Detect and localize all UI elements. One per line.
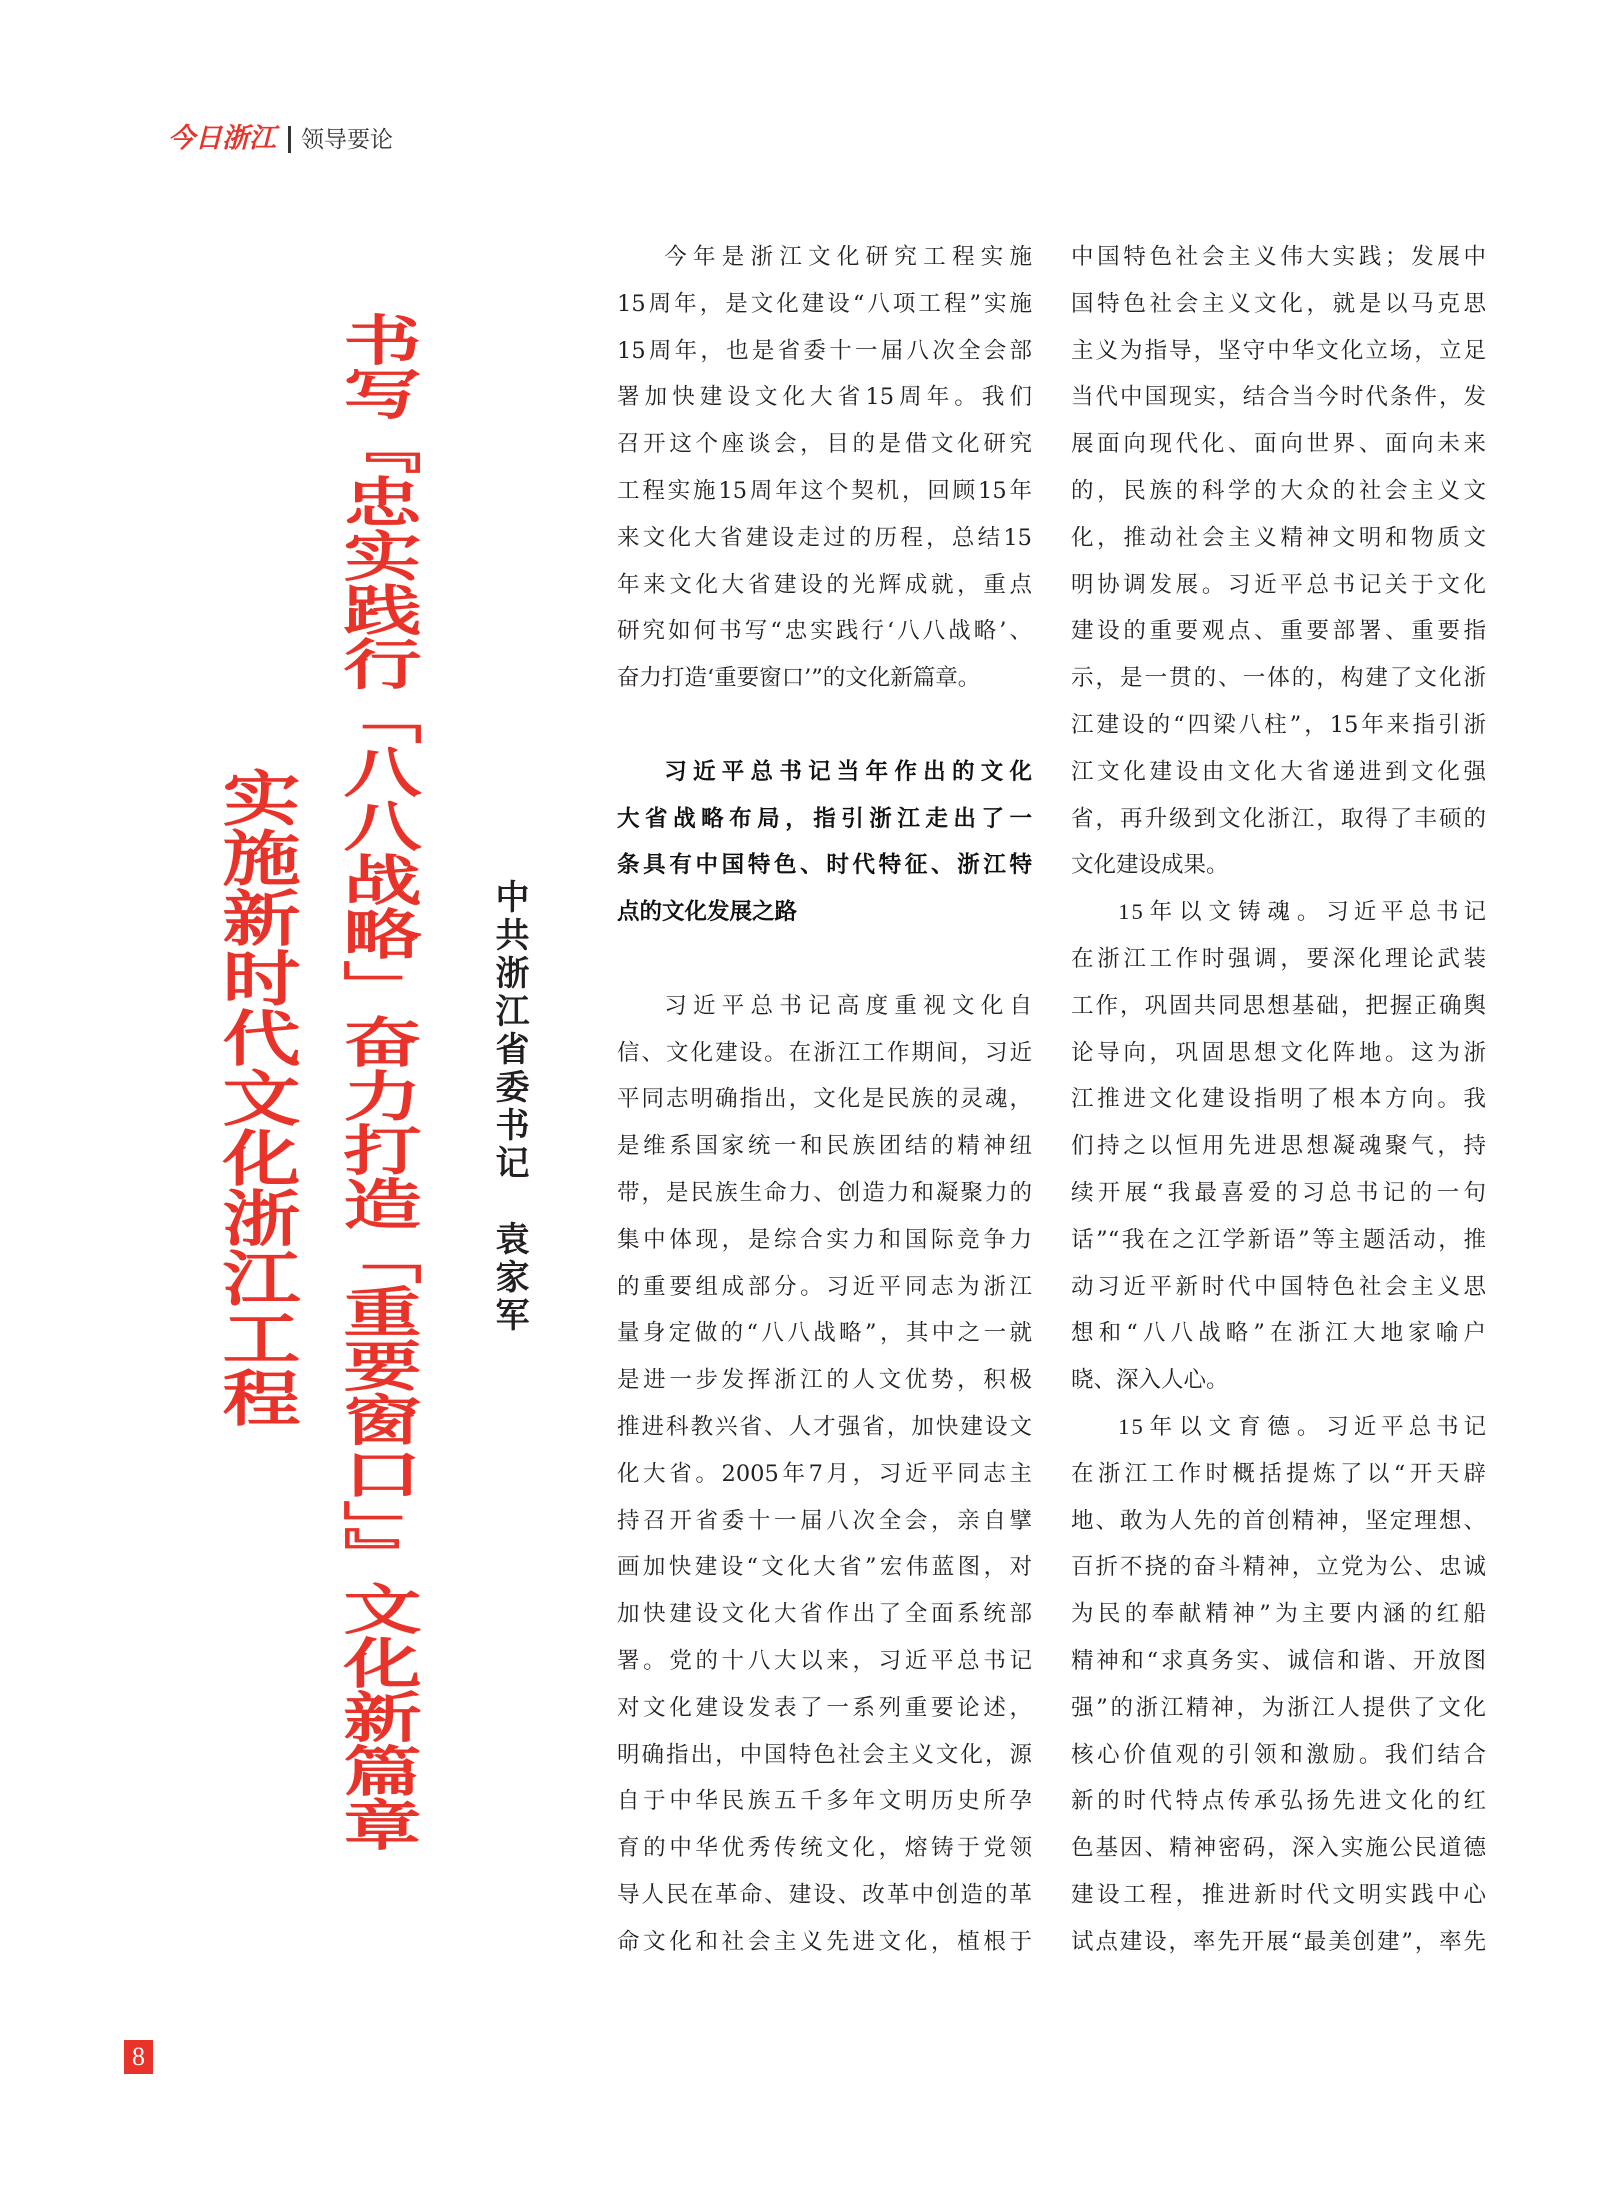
text-line: 署。党的十八大以来，习近平总书记 xyxy=(617,1647,1032,1674)
text-line: 导人民在革命、建设、改革中创造的革 xyxy=(617,1881,1032,1908)
text-line: 晓、深入人心。 xyxy=(1071,1367,1229,1394)
text-line: 江推进文化建设指明了根本方向。我 xyxy=(1071,1086,1486,1113)
text-line: 工程实施15周年这个契机，回顾15年 xyxy=(617,477,1032,504)
text-line: 自于中华民族五千多年文明历史所孕 xyxy=(617,1788,1032,1815)
text-line: 大省战略布局，指引浙江走出了一 xyxy=(617,805,1032,832)
text-line: 精神和“求真务实、诚信和谐、开放图 xyxy=(1071,1647,1486,1674)
text-line: 来文化大省建设走过的历程，总结15 xyxy=(617,524,1032,551)
text-line: 奋力打造‘重要窗口’”的文化新篇章。 xyxy=(617,665,981,692)
text-line: 推进科教兴省、人才强省，加快建设文 xyxy=(617,1413,1032,1440)
text-line: 示，是一贯的、一体的，构建了文化浙 xyxy=(1071,665,1486,692)
text-line: 带，是民族生命力、创造力和凝聚力的 xyxy=(617,1179,1032,1206)
text-line: 江建设的“四梁八柱”，15年来指引浙 xyxy=(1071,711,1486,738)
text-line: 习近平总书记高度重视文化自 xyxy=(664,992,1032,1019)
text-line: 明协调发展。习近平总书记关于文化 xyxy=(1071,571,1486,598)
text-line: 当代中国现实，结合当今时代条件，发 xyxy=(1071,384,1486,411)
text-line: 话”“我在之江学新语”等主题活动，推 xyxy=(1071,1226,1486,1253)
text-line: 的重要组成部分。习近平同志为浙江 xyxy=(617,1273,1032,1300)
text-line: 年来文化大省建设的光辉成就，重点 xyxy=(617,571,1032,598)
section-label: 领导要论 xyxy=(301,127,393,153)
article-title: 书写『忠实践行「八八战略」奋力打造「重要窗口」』文化新篇章 xyxy=(331,312,423,1851)
text-line: 条具有中国特色、时代特征、浙江特 xyxy=(617,852,1032,879)
text-line: 核心价值观的引领和激励。我们结合 xyxy=(1071,1741,1486,1768)
text-line: 江文化建设由文化大省递进到文化强 xyxy=(1071,758,1486,785)
paragraph xyxy=(617,234,1032,702)
page-number: 8 xyxy=(124,2040,153,2074)
header-divider xyxy=(288,126,291,153)
text-line: 集中体现，是综合实力和国际竞争力 xyxy=(617,1226,1032,1253)
text-line: 主义为指导，坚守中华文化立场，立足 xyxy=(1071,337,1486,364)
text-line-body: 习近平总书记 xyxy=(1326,899,1486,926)
text-line: 国特色社会主义文化，就是以马克思 xyxy=(1071,290,1486,317)
magazine-logo: 今日浙江 xyxy=(168,123,276,154)
text-line: 展面向现代化、面向世界、面向未来 xyxy=(1071,431,1486,458)
text-line: 是维系国家统一和民族团结的精神纽 xyxy=(617,1133,1032,1160)
text-line: 为民的奉献精神”为主要内涵的红船 xyxy=(1071,1601,1486,1628)
text-line: 在浙江工作时概括提炼了以“开天辟 xyxy=(1071,1460,1486,1487)
text-line: 地、敢为人先的首创精神，坚定理想、 xyxy=(1071,1507,1486,1534)
text-line: 量身定做的“八八战略”，其中之一就 xyxy=(617,1320,1032,1347)
text-line: 中国特色社会主义伟大实践；发展中 xyxy=(1071,244,1486,270)
text-line: 化大省。2005年7月，习近平同志主 xyxy=(617,1460,1032,1487)
text-line: 工作，巩固共同思想基础，把握正确舆 xyxy=(1071,992,1486,1019)
text-line: 们持之以恒用先进思想凝魂聚气，持 xyxy=(1071,1133,1486,1160)
text-column-2 xyxy=(1071,234,1486,1965)
text-line-body: 习近平总书记 xyxy=(1326,1413,1486,1440)
subheading xyxy=(617,749,1032,936)
text-line: 命文化和社会主义先进文化，植根于 xyxy=(617,1928,1032,1955)
text-line: 建设的重要观点、重要部署、重要指 xyxy=(1071,618,1486,645)
text-line: 信、文化建设。在浙江工作期间，习近 xyxy=(617,1039,1032,1066)
text-line: 画加快建设“文化大省”宏伟蓝图，对 xyxy=(617,1554,1032,1581)
text-line: 平同志明确指出，文化是民族的灵魂， xyxy=(617,1086,1032,1113)
text-line: 新的时代特点传承弘扬先进文化的红 xyxy=(1071,1788,1486,1815)
text-line: 15周年，是文化建设“八项工程”实施 xyxy=(617,290,1032,317)
text-line: 强”的浙江精神，为浙江人提供了文化 xyxy=(1071,1694,1486,1721)
text-line: 研究如何书写“忠实践行‘八八战略’、 xyxy=(617,618,1032,645)
text-line: 建设工程，推进新时代文明实践中心 xyxy=(1071,1881,1486,1908)
text-line: 持召开省委十一届八次全会，亲自擘 xyxy=(617,1507,1032,1534)
text-line: 论导向，巩固思想文化阵地。这为浙 xyxy=(1071,1039,1486,1066)
text-line: 百折不挠的奋斗精神，立党为公、忠诚 xyxy=(1071,1554,1486,1581)
text-line: 召开这个座谈会，目的是借文化研究 xyxy=(617,431,1032,458)
text-line: 动习近平新时代中国特色社会主义思 xyxy=(1071,1273,1486,1300)
text-line: 续开展“我最喜爱的习总书记的一句 xyxy=(1071,1179,1486,1206)
text-line: 育的中华优秀传统文化，熔铸于党领 xyxy=(617,1835,1032,1862)
text-line: 15周年，也是省委十一届八次全会部 xyxy=(617,337,1032,364)
article-subtitle: 实施新时代文化浙江工程 xyxy=(209,767,301,1427)
text-line: 省，再升级到文化浙江，取得了丰硕的 xyxy=(1071,805,1486,832)
text-line xyxy=(1071,1404,1486,1451)
text-line: 化，推动社会主义精神文明和物质文 xyxy=(1071,524,1486,551)
text-line: 的，民族的科学的大众的社会主义文 xyxy=(1071,477,1486,504)
section-lead: 15年以文育德。 xyxy=(1118,1413,1327,1439)
text-line: 是进一步发挥浙江的人文优势，积极 xyxy=(617,1367,1032,1394)
paragraph xyxy=(1071,1404,1486,1966)
paragraph xyxy=(617,983,1032,1966)
section-lead: 15年以文铸魂。 xyxy=(1118,899,1327,925)
text-line: 文化建设成果。 xyxy=(1071,852,1229,879)
paragraph xyxy=(1071,234,1486,889)
text-line: 署加快建设文化大省15周年。我们 xyxy=(617,384,1032,411)
paragraph xyxy=(1071,889,1486,1404)
text-line: 对文化建设发表了一系列重要论述， xyxy=(617,1694,1032,1721)
text-line: 点的文化发展之路 xyxy=(617,899,798,926)
text-line: 明确指出，中国特色社会主义文化，源 xyxy=(617,1741,1032,1768)
text-line xyxy=(1071,889,1486,936)
text-line: 想和“八八战略”在浙江大地家喻户 xyxy=(1071,1320,1486,1347)
text-line: 试点建设，率先开展“最美创建”，率先 xyxy=(1071,1928,1486,1955)
text-line: 今年是浙江文化研究工程实施 xyxy=(664,244,1032,270)
text-column-1 xyxy=(617,234,1032,1965)
text-line: 加快建设文化大省作出了全面系统部 xyxy=(617,1601,1032,1628)
text-line: 在浙江工作时强调，要深化理论武装 xyxy=(1071,945,1486,972)
text-line: 习近平总书记当年作出的文化 xyxy=(664,758,1032,785)
text-line: 色基因、精神密码，深入实施公民道德 xyxy=(1071,1835,1486,1862)
author-byline: 中共浙江省委书记 袁家军 xyxy=(489,879,529,1335)
